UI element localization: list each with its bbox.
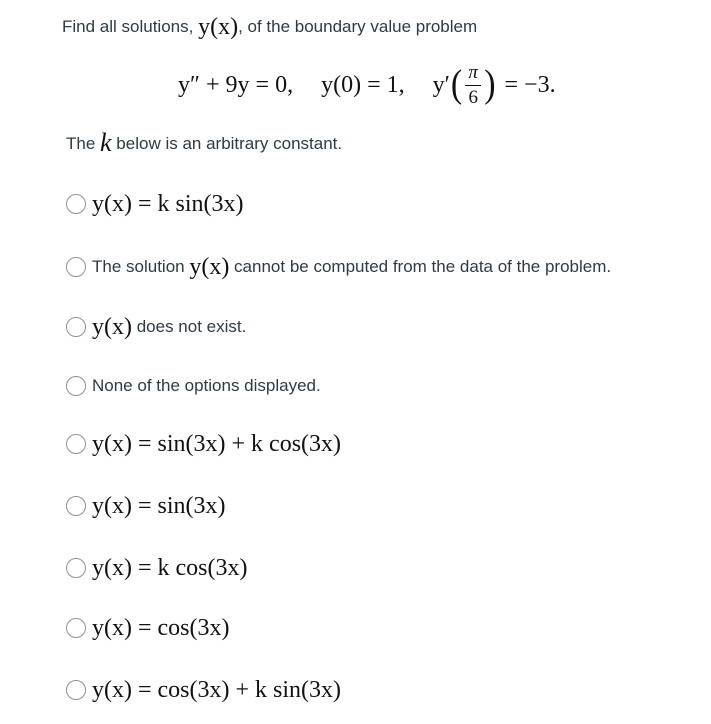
answer-option-9[interactable] — [66, 672, 341, 708]
arbitrary-constant-note — [66, 128, 342, 159]
option-inline-math: y(x) — [189, 253, 230, 280]
right-paren: ) — [484, 63, 496, 106]
boundary-value-equation — [178, 50, 556, 120]
equation-ode: y″ + 9y = 0, — [178, 71, 294, 98]
radio-button[interactable] — [66, 680, 86, 700]
radio-button[interactable] — [66, 317, 86, 337]
answer-option-3[interactable] — [66, 309, 246, 345]
answer-option-1[interactable] — [66, 186, 244, 222]
radio-button[interactable] — [66, 257, 86, 277]
radio-button[interactable] — [66, 434, 86, 454]
note-suffix: below is an arbitrary constant. — [111, 134, 343, 153]
option-label: None of the options displayed. — [92, 376, 321, 395]
note-prefix: The — [66, 134, 101, 153]
answer-option-2[interactable] — [66, 249, 611, 285]
radio-button[interactable] — [66, 194, 86, 214]
answer-option-5[interactable] — [66, 426, 341, 462]
pi-over-6-fraction — [465, 63, 481, 108]
option-label: y(x) = cos(3x) — [92, 614, 230, 641]
option-label: y(x) = sin(3x) — [92, 492, 226, 519]
option-label: y(x) = sin(3x) + k cos(3x) — [92, 430, 342, 457]
answer-option-8[interactable] — [66, 610, 230, 646]
option-text-suffix: does not exist. — [131, 316, 247, 336]
option-text-prefix: The solution — [92, 256, 190, 276]
option-label — [92, 314, 246, 341]
equation-condition-1: y(0) = 1, — [321, 71, 405, 98]
equation-condition-2-lhs: y′ — [432, 71, 450, 98]
note-math: k — [100, 128, 112, 157]
left-paren: ( — [450, 63, 463, 106]
radio-button[interactable] — [66, 376, 86, 396]
answer-option-4[interactable] — [66, 368, 321, 404]
answer-option-6[interactable] — [66, 488, 226, 524]
option-label: y(x) = k sin(3x) — [92, 190, 244, 217]
option-text-suffix: cannot be computed from the data of the problem. — [229, 256, 612, 276]
prompt-math: y(x) — [198, 14, 239, 40]
answer-option-7[interactable] — [66, 550, 248, 586]
fraction-numerator: π — [468, 61, 478, 83]
equation-condition-2-rhs: = −3. — [504, 71, 556, 98]
fraction-denominator: 6 — [468, 86, 478, 108]
prompt-prefix: Find all solutions, — [62, 17, 199, 36]
radio-button[interactable] — [66, 618, 86, 638]
radio-button[interactable] — [66, 558, 86, 578]
option-label — [92, 254, 611, 281]
prompt-suffix: , of the boundary value problem — [238, 17, 478, 36]
question-prompt — [62, 12, 477, 42]
radio-button[interactable] — [66, 496, 86, 516]
option-label: y(x) = cos(3x) + k sin(3x) — [92, 676, 342, 703]
option-label: y(x) = k cos(3x) — [92, 554, 248, 581]
option-inline-math: y(x) — [92, 313, 132, 340]
